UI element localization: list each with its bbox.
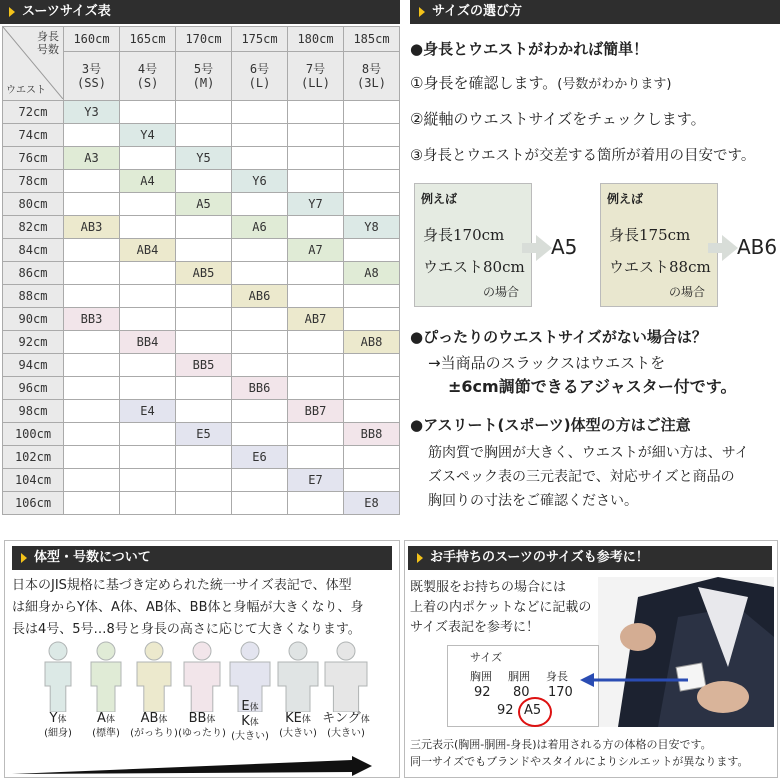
size-cell <box>344 193 400 216</box>
type-suffix: 体 <box>57 715 67 725</box>
size-cell: E7 <box>288 469 344 492</box>
size-cell: BB4 <box>120 331 176 354</box>
size-cell <box>120 216 176 239</box>
body-types-text-3: 長は4号、5号…8号と身長の高さに応じて大きくなります。 <box>12 622 361 637</box>
size-cell <box>120 285 176 308</box>
size-cell <box>232 492 288 515</box>
type-desc: (大きい) <box>231 731 269 742</box>
size-cell: AB7 <box>288 308 344 331</box>
waist-header: 102cm <box>3 446 64 469</box>
example-box-2 <box>600 183 718 307</box>
label-val-waist: 80 <box>513 685 530 700</box>
no-fit-answer-1: →当商品のスラックスはウエストを <box>428 354 666 372</box>
size-cell <box>344 285 400 308</box>
table-row <box>3 147 400 170</box>
height-header: 185cm <box>344 27 400 52</box>
size-cell: A3 <box>64 147 120 170</box>
table-row <box>3 216 400 239</box>
size-header <box>288 52 344 101</box>
size-number: 5号 <box>193 62 214 76</box>
waist-header: 74cm <box>3 124 64 147</box>
example-label: 例えば <box>421 192 458 206</box>
example-result-2: AB6 <box>737 235 778 259</box>
size-cell: A5 <box>176 193 232 216</box>
body-figure-icon <box>321 640 371 712</box>
waist-header: 78cm <box>3 170 64 193</box>
table-row <box>3 446 400 469</box>
waist-header: 94cm <box>3 354 64 377</box>
type-name: KE <box>285 711 302 726</box>
arrow-icon <box>722 235 738 261</box>
athlete-line-1: 筋肉質で胸囲が大きく、ウエストが細い方は、サイ <box>428 445 749 461</box>
own-suit-header: お手持ちのスーツのサイズも参考に！ <box>408 546 772 570</box>
table-row <box>3 400 400 423</box>
type-desc: (大きい) <box>327 728 365 739</box>
example-waist: ウエスト88cm <box>609 258 711 276</box>
size-table <box>2 26 400 515</box>
size-number: 3号 <box>81 62 102 76</box>
howto-step1 <box>410 72 671 93</box>
size-cell <box>64 492 120 515</box>
size-cell <box>176 101 232 124</box>
size-letter: (S) <box>136 76 159 90</box>
type-name-2: K <box>241 714 250 729</box>
type-name: AB <box>140 711 159 726</box>
type-suffix-2: 体 <box>249 718 259 728</box>
size-cell <box>176 446 232 469</box>
size-cell <box>64 285 120 308</box>
size-cell: Y7 <box>288 193 344 216</box>
corner-size-label: 号数 <box>37 43 59 56</box>
size-letter: (M) <box>192 76 215 90</box>
type-suffix: 体 <box>105 715 115 725</box>
size-cell <box>232 239 288 262</box>
size-cell <box>288 101 344 124</box>
size-number: 4号 <box>137 62 158 76</box>
size-cell <box>344 446 400 469</box>
size-cell <box>120 193 176 216</box>
size-number: 6号 <box>249 62 270 76</box>
waist-header: 86cm <box>3 262 64 285</box>
size-table-header: スーツサイズ表 <box>0 0 400 24</box>
size-cell: AB3 <box>64 216 120 239</box>
height-header: 165cm <box>120 27 176 52</box>
size-cell: Y5 <box>176 147 232 170</box>
size-cell <box>64 331 120 354</box>
size-cell <box>64 170 120 193</box>
type-suffix: 体 <box>360 715 370 725</box>
size-cell: BB8 <box>344 423 400 446</box>
size-cell <box>64 239 120 262</box>
size-cell <box>64 400 120 423</box>
example-height: 身長170cm <box>423 226 505 244</box>
corner-height-label: 身長 <box>37 30 59 43</box>
size-cell: Y8 <box>344 216 400 239</box>
size-cell <box>344 101 400 124</box>
size-cell <box>232 354 288 377</box>
size-cell: A7 <box>288 239 344 262</box>
size-header <box>176 52 232 101</box>
howto-step2: ②縦軸のウエストサイズをチェックします。 <box>410 110 706 128</box>
size-cell <box>288 124 344 147</box>
howto-step1-sub: (号数がわかります) <box>557 77 672 92</box>
size-cell <box>120 147 176 170</box>
waist-header: 106cm <box>3 492 64 515</box>
pointer-arrow-icon <box>580 672 690 688</box>
table-corner <box>3 27 64 101</box>
size-cell <box>176 239 232 262</box>
size-cell <box>232 469 288 492</box>
size-number: 8号 <box>361 62 382 76</box>
size-cell <box>288 354 344 377</box>
example-waist: ウエスト80cm <box>423 258 525 276</box>
type-name: Y <box>49 711 58 726</box>
table-row <box>3 193 400 216</box>
type-suffix: 体 <box>158 715 168 725</box>
body-type-label <box>32 712 84 740</box>
arrow-icon <box>536 235 552 261</box>
size-cell <box>288 216 344 239</box>
body-types-text-2: は細身からY体、A体、AB体、BB体と身幅が大きくなり、身 <box>12 600 364 615</box>
body-type-label <box>320 712 372 740</box>
label-val-chest: 92 <box>474 685 491 700</box>
size-letter: (L) <box>248 76 271 90</box>
own-suit-text-3: サイズ表記を参考に！ <box>410 620 539 635</box>
waist-header: 100cm <box>3 423 64 446</box>
type-desc: (細身) <box>44 728 72 739</box>
size-cell <box>120 446 176 469</box>
size-cell <box>288 262 344 285</box>
type-name: キング <box>322 711 361 726</box>
size-cell <box>232 308 288 331</box>
size-cell <box>232 147 288 170</box>
suit-pocket-photo <box>598 577 774 727</box>
size-cell: E4 <box>120 400 176 423</box>
label-col-chest: 胸囲 <box>470 670 492 683</box>
waist-header: 82cm <box>3 216 64 239</box>
waist-header: 92cm <box>3 331 64 354</box>
body-types-header: 体型・号数について <box>12 546 392 570</box>
own-suit-note-2: 同一サイズでもブランドやスタイルによりシルエットが異なります。 <box>410 755 749 768</box>
athlete-title: ●アスリート(スポーツ)体型の方はご注意 <box>410 416 691 434</box>
size-cell <box>232 101 288 124</box>
size-cell: Y6 <box>232 170 288 193</box>
size-cell: BB7 <box>288 400 344 423</box>
size-cell <box>344 147 400 170</box>
size-header <box>232 52 288 101</box>
size-cell <box>64 469 120 492</box>
body-figure-icon <box>273 640 323 712</box>
waist-header: 80cm <box>3 193 64 216</box>
size-cell <box>176 170 232 193</box>
howto-header: サイズの選び方 <box>410 0 780 24</box>
height-header: 160cm <box>64 27 120 52</box>
type-desc: (がっちり) <box>130 728 178 739</box>
table-row <box>3 308 400 331</box>
height-header: 170cm <box>176 27 232 52</box>
size-cell <box>120 101 176 124</box>
body-type-label <box>224 700 276 743</box>
type-suffix: 体 <box>249 703 259 713</box>
table-row <box>3 354 400 377</box>
howto-headline: ●身長とウエストがわかれば簡単！ <box>410 40 649 58</box>
size-cell <box>344 377 400 400</box>
table-row <box>3 170 400 193</box>
table-row <box>3 124 400 147</box>
table-row <box>3 377 400 400</box>
size-cell: A8 <box>344 262 400 285</box>
size-cell: E5 <box>176 423 232 446</box>
size-cell <box>120 377 176 400</box>
example-case: の場合 <box>482 285 519 299</box>
waist-header: 84cm <box>3 239 64 262</box>
size-cell: BB3 <box>64 308 120 331</box>
size-header <box>344 52 400 101</box>
waist-header: 76cm <box>3 147 64 170</box>
size-cell <box>120 469 176 492</box>
type-name: E <box>241 699 250 714</box>
type-desc: (ゆったり) <box>178 728 226 739</box>
size-cell <box>120 423 176 446</box>
type-suffix: 体 <box>206 715 216 725</box>
size-letter: (LL) <box>301 76 330 90</box>
waist-header: 90cm <box>3 308 64 331</box>
table-row <box>3 101 400 124</box>
size-cell <box>344 239 400 262</box>
type-name: A <box>97 711 106 726</box>
size-cell <box>232 331 288 354</box>
body-figure-icon <box>81 640 131 712</box>
no-fit-answer-2: ±6cm調節できるアジャスター付です。 <box>448 377 737 396</box>
body-types-text-1: 日本のJIS規格に基づき定められた統一サイズ表記で、体型 <box>12 578 352 593</box>
size-cell: Y3 <box>64 101 120 124</box>
own-suit-text-1: 既製服をお持ちの場合には <box>410 580 567 595</box>
size-cell <box>176 331 232 354</box>
size-cell: E8 <box>344 492 400 515</box>
table-row <box>3 285 400 308</box>
size-cell <box>344 124 400 147</box>
size-cell <box>176 377 232 400</box>
size-cell: AB6 <box>232 285 288 308</box>
size-cell <box>288 170 344 193</box>
size-cell <box>288 446 344 469</box>
howto-step1-main: ①身長を確認します。 <box>410 74 558 92</box>
table-row <box>3 469 400 492</box>
size-cell <box>344 469 400 492</box>
size-cell <box>232 124 288 147</box>
size-cell <box>344 308 400 331</box>
size-number: 7号 <box>305 62 326 76</box>
size-cell <box>176 285 232 308</box>
table-row <box>3 331 400 354</box>
waist-header: 72cm <box>3 101 64 124</box>
label-title: サイズ <box>470 651 503 664</box>
example-height: 身長175cm <box>609 226 691 244</box>
label-col-waist: 胴囲 <box>508 670 530 683</box>
size-cell: AB4 <box>120 239 176 262</box>
size-cell <box>288 423 344 446</box>
size-cell <box>64 377 120 400</box>
waist-header: 88cm <box>3 285 64 308</box>
size-cell <box>176 469 232 492</box>
size-cell <box>344 400 400 423</box>
size-cell <box>288 285 344 308</box>
size-cell <box>288 377 344 400</box>
label-val-height: 170 <box>548 685 573 700</box>
body-figure-icon <box>33 640 83 712</box>
size-cell <box>232 193 288 216</box>
size-cell <box>64 354 120 377</box>
size-cell <box>176 308 232 331</box>
size-cell <box>120 308 176 331</box>
athlete-line-2: ズスペック表の三元表記で、対応サイズと商品の <box>428 469 735 485</box>
body-type-label <box>80 712 132 740</box>
corner-waist-label: ウエスト <box>6 85 46 96</box>
waist-header: 104cm <box>3 469 64 492</box>
size-cell <box>176 124 232 147</box>
size-cell <box>64 446 120 469</box>
body-type-label <box>272 712 324 740</box>
size-cell: AB5 <box>176 262 232 285</box>
size-cell <box>288 147 344 170</box>
size-increase-arrow-icon <box>12 756 372 776</box>
table-row <box>3 239 400 262</box>
size-cell: A4 <box>120 170 176 193</box>
example-result-1: A5 <box>551 235 578 259</box>
waist-header: 96cm <box>3 377 64 400</box>
size-cell: E6 <box>232 446 288 469</box>
table-row <box>3 492 400 515</box>
size-cell <box>176 492 232 515</box>
label-row2-value: 92 <box>497 703 514 718</box>
size-cell: A6 <box>232 216 288 239</box>
size-cell <box>288 492 344 515</box>
waist-header: 98cm <box>3 400 64 423</box>
size-cell <box>64 193 120 216</box>
size-cell <box>120 354 176 377</box>
size-cell: BB6 <box>232 377 288 400</box>
example-label: 例えば <box>607 192 644 206</box>
size-cell <box>120 492 176 515</box>
label-col-height: 身長 <box>546 670 568 683</box>
size-cell <box>120 262 176 285</box>
type-desc: (標準) <box>92 728 120 739</box>
size-cell <box>232 262 288 285</box>
size-header <box>120 52 176 101</box>
athlete-line-3: 胸回りの寸法をご確認ください。 <box>428 493 638 509</box>
size-letter: (3L) <box>357 76 386 90</box>
size-cell <box>64 423 120 446</box>
own-suit-text-2: 上着の内ポケットなどに記載の <box>410 600 592 615</box>
howto-step3: ③身長とウエストが交差する箇所が着用の目安です。 <box>410 148 756 164</box>
size-cell <box>344 170 400 193</box>
size-letter: (SS) <box>77 76 106 90</box>
size-cell <box>176 216 232 239</box>
example-box-1 <box>414 183 532 307</box>
height-header: 180cm <box>288 27 344 52</box>
body-figure-icon <box>177 640 227 712</box>
body-type-label <box>128 712 180 740</box>
size-cell <box>232 400 288 423</box>
size-cell: AB8 <box>344 331 400 354</box>
example-case: の場合 <box>668 285 705 299</box>
height-header: 175cm <box>232 27 288 52</box>
label-row2-size: A5 <box>524 703 542 718</box>
own-suit-note-1: 三元表示(胸囲-胴囲-身長)は着用される方の体格の目安です。 <box>410 738 712 751</box>
body-figure-icon <box>129 640 179 712</box>
size-cell <box>288 331 344 354</box>
no-fit-question: ●ぴったりのウエストサイズがない場合は？ <box>410 328 707 346</box>
size-cell: BB5 <box>176 354 232 377</box>
size-header <box>64 52 120 101</box>
table-row <box>3 423 400 446</box>
size-cell <box>232 423 288 446</box>
size-cell <box>344 354 400 377</box>
type-desc: (大きい) <box>279 728 317 739</box>
body-type-label <box>176 712 228 740</box>
size-cell <box>176 400 232 423</box>
size-cell: Y4 <box>120 124 176 147</box>
type-suffix: 体 <box>301 715 311 725</box>
type-name: BB <box>188 711 207 726</box>
table-row <box>3 262 400 285</box>
size-cell <box>64 262 120 285</box>
size-cell <box>64 124 120 147</box>
